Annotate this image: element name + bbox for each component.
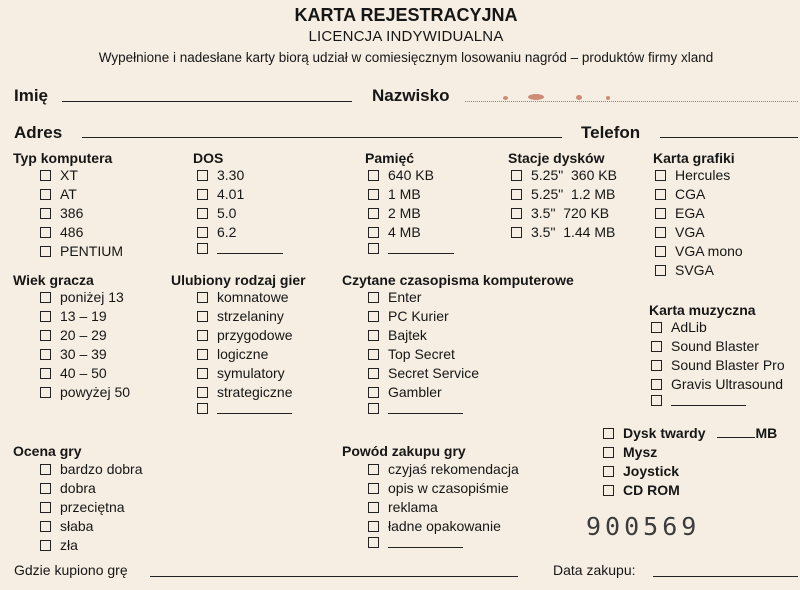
checkbox[interactable] — [40, 521, 51, 532]
graphics-option[interactable] — [655, 186, 705, 202]
purchase-date-field[interactable] — [653, 576, 798, 577]
option-label: 5.0 — [217, 205, 237, 221]
joystick-label: Joystick — [623, 463, 680, 479]
computer-type-option[interactable] — [40, 186, 77, 202]
genre-option[interactable] — [197, 365, 285, 381]
option-label: Secret Service — [388, 365, 480, 381]
ink-stain — [606, 96, 610, 100]
card-intro: Wypełnione i nadesłane karty biorą udział w comiesięcznym losowaniu nagród – produktów firmy xland — [98, 50, 714, 65]
mouse-option[interactable] — [603, 444, 657, 460]
checkbox[interactable] — [368, 243, 379, 254]
dos-option[interactable] — [197, 243, 283, 254]
checkbox[interactable] — [40, 189, 51, 200]
option-label: dobra — [60, 480, 96, 496]
checkbox[interactable] — [655, 246, 666, 257]
magazines-option[interactable] — [368, 308, 449, 324]
checkbox[interactable] — [655, 227, 666, 238]
checkbox[interactable] — [511, 227, 522, 238]
graphics-option[interactable] — [655, 167, 730, 183]
where-bought-field[interactable] — [150, 576, 518, 577]
checkbox[interactable] — [40, 246, 51, 257]
option-label: 486 — [60, 224, 84, 240]
checkbox[interactable] — [368, 208, 379, 219]
magazines-option[interactable] — [368, 403, 463, 414]
age-option[interactable] — [40, 327, 107, 343]
checkbox[interactable] — [368, 483, 379, 494]
graphics-option[interactable] — [655, 243, 743, 259]
checkbox[interactable] — [603, 447, 614, 458]
rating-option[interactable] — [40, 480, 96, 496]
option-label: 4 MB — [388, 224, 421, 240]
option-label: Gambler — [388, 384, 442, 400]
checkbox[interactable] — [197, 189, 208, 200]
option-label: logiczne — [217, 346, 269, 362]
genre-title: Ulubiony rodzaj gier — [171, 272, 306, 288]
checkbox[interactable] — [655, 170, 666, 181]
where-bought-label: Gdzie kupiono grę — [14, 562, 128, 578]
option-label: komnatowe — [217, 289, 289, 305]
checkbox[interactable] — [368, 521, 379, 532]
option-label: Bajtek — [388, 327, 427, 343]
checkbox[interactable] — [368, 403, 379, 414]
option-label: VGA — [675, 224, 705, 240]
option-label: 386 — [60, 205, 84, 221]
checkbox[interactable] — [40, 170, 51, 181]
memory-option[interactable] — [368, 205, 421, 221]
dos-option[interactable] — [197, 205, 236, 221]
phone-label: Telefon — [581, 123, 641, 142]
genre-option[interactable] — [197, 308, 284, 324]
rating-option[interactable] — [40, 499, 125, 515]
genre-option[interactable] — [197, 327, 293, 343]
age-option[interactable] — [40, 346, 107, 362]
checkbox[interactable] — [655, 189, 666, 200]
cdrom-label: CD ROM — [623, 482, 680, 498]
computer-type-option[interactable] — [40, 224, 83, 240]
genre-option[interactable] — [197, 403, 292, 414]
option-label: VGA mono — [675, 243, 743, 259]
sound-option[interactable] — [651, 319, 707, 335]
option-label: AT — [60, 186, 77, 202]
sound-option[interactable] — [651, 376, 783, 392]
write-in-field[interactable] — [388, 537, 463, 548]
option-label: EGA — [675, 205, 705, 221]
checkbox[interactable] — [651, 395, 662, 406]
option-label: Top Secret — [388, 346, 455, 362]
checkbox[interactable] — [197, 170, 208, 181]
dos-title: DOS — [193, 150, 224, 166]
checkbox[interactable] — [368, 170, 379, 181]
magazines-option[interactable] — [368, 384, 442, 400]
checkbox[interactable] — [368, 387, 379, 398]
option-label: Sound Blaster — [671, 338, 759, 354]
magazines-option[interactable] — [368, 365, 479, 381]
purchase-date-label: Data zakupu: — [553, 562, 636, 578]
option-label: reklama — [388, 499, 438, 515]
reason-option[interactable] — [368, 499, 438, 515]
write-in-field[interactable] — [217, 243, 283, 254]
checkbox[interactable] — [368, 311, 379, 322]
option-label: Gravis Ultrasound — [671, 376, 784, 392]
reason-option[interactable] — [368, 461, 519, 477]
checkbox[interactable] — [603, 466, 614, 477]
option-label: AdLib — [671, 319, 707, 335]
checkbox[interactable] — [197, 349, 208, 360]
checkbox[interactable] — [197, 403, 208, 414]
hdd-option[interactable] — [603, 425, 777, 441]
checkbox[interactable] — [40, 311, 51, 322]
checkbox[interactable] — [40, 330, 51, 341]
computer-type-option[interactable] — [40, 167, 78, 183]
address-field[interactable] — [82, 137, 562, 138]
dos-option[interactable] — [197, 167, 244, 183]
genre-option[interactable] — [197, 289, 289, 305]
checkbox[interactable] — [40, 368, 51, 379]
reason-option[interactable] — [368, 518, 501, 534]
age-option[interactable] — [40, 308, 107, 324]
checkbox[interactable] — [368, 502, 379, 513]
memory-option[interactable] — [368, 186, 421, 202]
rating-option[interactable] — [40, 537, 78, 553]
magazines-title: Czytane czasopisma komputerowe — [342, 272, 574, 288]
computer-type-option[interactable] — [40, 205, 83, 221]
option-label: 5.25" 360 KB — [531, 167, 617, 183]
checkbox[interactable] — [197, 387, 208, 398]
option-label: 20 – 29 — [60, 327, 107, 343]
hdd-label: Dysk twardy — [623, 425, 706, 441]
option-label: słaba — [60, 518, 94, 534]
option-label: PC Kurier — [388, 308, 449, 324]
serial-number: 900569 — [586, 512, 701, 541]
option-label: 5.25" 1.2 MB — [531, 186, 616, 202]
option-label: poniżej 13 — [60, 289, 124, 305]
checkbox[interactable] — [651, 379, 662, 390]
checkbox[interactable] — [368, 349, 379, 360]
option-label: symulatory — [217, 365, 285, 381]
option-label: 3.5" 720 KB — [531, 205, 610, 221]
memory-title: Pamięć — [365, 150, 415, 166]
age-option[interactable] — [40, 384, 130, 400]
graphics-option[interactable] — [655, 262, 714, 278]
ink-stain — [503, 96, 508, 100]
checkbox[interactable] — [655, 265, 666, 276]
option-label: PENTIUM — [60, 243, 123, 259]
reason-option[interactable] — [368, 537, 463, 548]
write-in-field[interactable] — [388, 243, 454, 254]
address-label: Adres — [14, 123, 63, 142]
checkbox[interactable] — [40, 292, 51, 303]
drives-option[interactable] — [511, 167, 617, 183]
write-in-field[interactable] — [671, 395, 746, 406]
checkbox[interactable] — [655, 208, 666, 219]
option-label: Enter — [388, 289, 422, 305]
option-label: 4.01 — [217, 186, 245, 202]
checkbox[interactable] — [197, 292, 208, 303]
sound-option[interactable] — [651, 338, 759, 354]
checkbox[interactable] — [197, 368, 208, 379]
joystick-option[interactable] — [603, 463, 679, 479]
checkbox[interactable] — [651, 322, 662, 333]
option-label: przeciętna — [60, 499, 125, 515]
dos-option[interactable] — [197, 224, 236, 240]
age-title: Wiek gracza — [13, 272, 94, 288]
reason-option[interactable] — [368, 480, 509, 496]
checkbox[interactable] — [368, 330, 379, 341]
rating-title: Ocena gry — [13, 443, 82, 459]
rating-option[interactable] — [40, 461, 143, 477]
age-option[interactable] — [40, 365, 107, 381]
option-label: powyżej 50 — [60, 384, 131, 400]
ink-stain — [576, 95, 582, 100]
last-name-field[interactable] — [465, 101, 798, 102]
write-in-field[interactable] — [388, 403, 463, 414]
checkbox[interactable] — [40, 387, 51, 398]
option-label: Hercules — [675, 167, 731, 183]
checkbox[interactable] — [40, 464, 51, 475]
drives-title: Stacje dysków — [508, 150, 605, 166]
checkbox[interactable] — [368, 227, 379, 238]
option-label: przygodowe — [217, 327, 293, 343]
option-label: strzelaniny — [217, 308, 284, 324]
checkbox[interactable] — [40, 483, 51, 494]
option-label: czyjaś rekomendacja — [388, 461, 519, 477]
cdrom-option[interactable] — [603, 482, 680, 498]
option-label: 1 MB — [388, 186, 421, 202]
checkbox[interactable] — [651, 341, 662, 352]
option-label: strategiczne — [217, 384, 293, 400]
drives-option[interactable] — [511, 224, 615, 240]
checkbox[interactable] — [603, 485, 614, 496]
first-name-field[interactable] — [62, 101, 352, 102]
drives-option[interactable] — [511, 205, 609, 221]
option-label: zła — [60, 537, 78, 553]
memory-option[interactable] — [368, 243, 454, 254]
magazines-option[interactable] — [368, 327, 427, 343]
age-option[interactable] — [40, 289, 124, 305]
checkbox[interactable] — [40, 349, 51, 360]
genre-option[interactable] — [197, 346, 268, 362]
hdd-unit: MB — [755, 425, 778, 441]
option-label: SVGA — [675, 262, 714, 278]
dos-option[interactable] — [197, 186, 244, 202]
checkbox[interactable] — [368, 464, 379, 475]
option-label: 6.2 — [217, 224, 237, 240]
checkbox[interactable] — [40, 540, 51, 551]
option-label: 2 MB — [388, 205, 421, 221]
option-label: 3.30 — [217, 167, 245, 183]
magazines-option[interactable] — [368, 346, 455, 362]
first-name-label: Imię — [14, 86, 49, 105]
checkbox[interactable] — [197, 227, 208, 238]
option-label: CGA — [675, 186, 706, 202]
graphics-option[interactable] — [655, 205, 705, 221]
checkbox[interactable] — [40, 208, 51, 219]
memory-option[interactable] — [368, 224, 421, 240]
magazines-option[interactable] — [368, 289, 421, 305]
option-label: 40 – 50 — [60, 365, 107, 381]
mouse-label: Mysz — [623, 444, 658, 460]
option-label: 3.5" 1.44 MB — [531, 224, 616, 240]
option-label: 640 KB — [388, 167, 434, 183]
drives-option[interactable] — [511, 186, 615, 202]
checkbox[interactable] — [368, 368, 379, 379]
option-label: 30 – 39 — [60, 346, 107, 362]
sound-title: Karta muzyczna — [649, 302, 756, 318]
option-label: XT — [60, 167, 78, 183]
option-label: bardzo dobra — [60, 461, 143, 477]
checkbox[interactable] — [40, 227, 51, 238]
checkbox[interactable] — [651, 360, 662, 371]
computer-type-option[interactable] — [40, 243, 123, 259]
option-label: ładne opakowanie — [388, 518, 501, 534]
genre-option[interactable] — [197, 384, 292, 400]
graphics-option[interactable] — [655, 224, 705, 240]
checkbox[interactable] — [197, 311, 208, 322]
checkbox[interactable] — [197, 243, 208, 254]
last-name-label: Nazwisko — [372, 86, 450, 105]
checkbox[interactable] — [511, 189, 522, 200]
card-title: KARTA REJESTRACYJNA — [294, 5, 518, 25]
sound-option[interactable] — [651, 357, 785, 373]
checkbox[interactable] — [197, 208, 208, 219]
write-in-field[interactable] — [217, 403, 292, 414]
option-label: Sound Blaster Pro — [671, 357, 785, 373]
checkbox[interactable] — [368, 537, 379, 548]
card-subtitle: LICENCJA INDYWIDUALNA — [308, 28, 504, 45]
reason-title: Powód zakupu gry — [342, 443, 466, 459]
option-label: opis w czasopiśmie — [388, 480, 509, 496]
hdd-size-field[interactable] — [717, 429, 755, 438]
computer-type-title: Typ komputera — [13, 150, 113, 166]
checkbox[interactable] — [197, 330, 208, 341]
ink-stain — [528, 94, 544, 100]
graphics-title: Karta grafiki — [653, 150, 735, 166]
checkbox[interactable] — [40, 502, 51, 513]
sound-option[interactable] — [651, 395, 746, 406]
checkbox[interactable] — [368, 189, 379, 200]
checkbox[interactable] — [603, 428, 614, 439]
checkbox[interactable] — [511, 208, 522, 219]
phone-field[interactable] — [660, 137, 798, 138]
option-label: 13 – 19 — [60, 308, 107, 324]
checkbox[interactable] — [511, 170, 522, 181]
rating-option[interactable] — [40, 518, 93, 534]
memory-option[interactable] — [368, 167, 434, 183]
checkbox[interactable] — [368, 292, 379, 303]
